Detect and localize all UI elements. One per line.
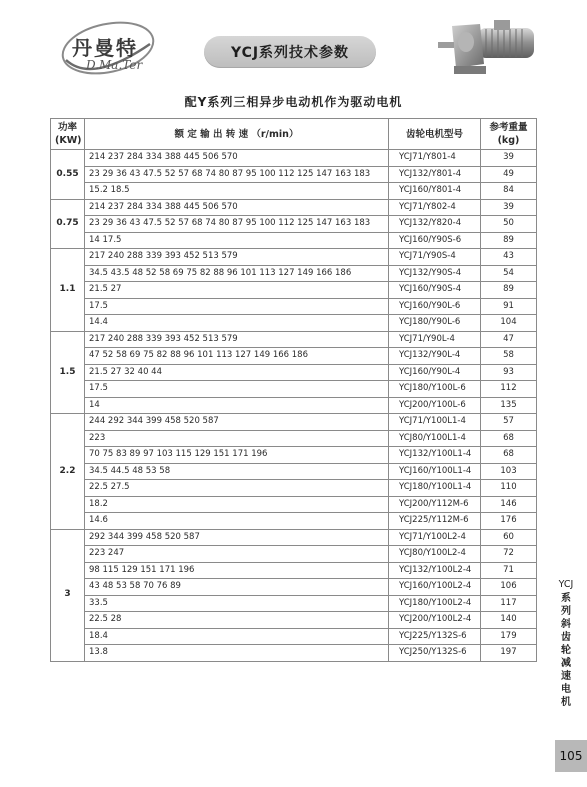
logo-chinese-text: 丹曼特 xyxy=(72,36,138,60)
speeds-cell: 23 29 36 43 47.5 52 57 68 74 80 87 95 100 112 125 147 163 183 xyxy=(85,216,389,233)
power-cell: 1.5 xyxy=(51,331,85,414)
weight-cell: 54 xyxy=(481,265,537,282)
speeds-cell: 23 29 36 43 47.5 52 57 68 74 80 87 95 100 112 125 147 163 183 xyxy=(85,166,389,183)
model-cell: YCJ71/Y90L-4 xyxy=(389,331,481,348)
speeds-cell: 17.5 xyxy=(85,381,389,398)
table-row xyxy=(51,595,537,612)
speeds-cell: 34.5 43.5 48 52 58 69 75 82 88 96 101 113 127 149 166 186 xyxy=(85,265,389,282)
col-header-weight xyxy=(481,119,537,150)
table-row xyxy=(51,381,537,398)
weight-cell: 39 xyxy=(481,199,537,216)
weight-cell: 93 xyxy=(481,364,537,381)
table-row xyxy=(51,183,537,200)
speeds-cell: 47 52 58 69 75 82 88 96 101 113 127 149 166 186 xyxy=(85,348,389,365)
weight-cell: 135 xyxy=(481,397,537,414)
speeds-cell: 217 240 288 339 393 452 513 579 xyxy=(85,249,389,266)
table-row xyxy=(51,199,537,216)
table-row xyxy=(51,364,537,381)
model-cell: YCJ132/Y100L2-4 xyxy=(389,562,481,579)
side-char: 速 xyxy=(561,671,571,682)
model-cell: YCJ160/Y90S-6 xyxy=(389,232,481,249)
table-header-row xyxy=(51,119,537,150)
weight-cell: 112 xyxy=(481,381,537,398)
model-cell: YCJ160/Y100L2-4 xyxy=(389,579,481,596)
speeds-cell: 70 75 83 89 97 103 115 129 151 171 196 xyxy=(85,447,389,464)
table-row xyxy=(51,579,537,596)
model-cell: YCJ80/Y100L2-4 xyxy=(389,546,481,563)
side-char: 系 xyxy=(561,593,571,604)
speeds-cell: 217 240 288 339 393 452 513 579 xyxy=(85,331,389,348)
table-row xyxy=(51,546,537,563)
col-header-power-label: 功率 (KW) xyxy=(55,122,82,146)
weight-cell: 104 xyxy=(481,315,537,332)
model-cell: YCJ132/Y90S-4 xyxy=(389,265,481,282)
speeds-cell: 223 xyxy=(85,430,389,447)
table-row xyxy=(51,232,537,249)
table-row xyxy=(51,315,537,332)
side-char: 电 xyxy=(561,684,571,695)
power-cell: 0.55 xyxy=(51,150,85,200)
table-row xyxy=(51,331,537,348)
weight-cell: 50 xyxy=(481,216,537,233)
table-row xyxy=(51,628,537,645)
weight-cell: 60 xyxy=(481,529,537,546)
weight-cell: 110 xyxy=(481,480,537,497)
table-row xyxy=(51,298,537,315)
speeds-cell: 21.5 27 32 40 44 xyxy=(85,364,389,381)
weight-cell: 68 xyxy=(481,447,537,464)
speeds-cell: 223 247 xyxy=(85,546,389,563)
power-cell: 2.2 xyxy=(51,414,85,530)
speeds-cell: 14 17.5 xyxy=(85,232,389,249)
speeds-cell: 21.5 27 xyxy=(85,282,389,299)
speeds-cell: 18.4 xyxy=(85,628,389,645)
weight-cell: 91 xyxy=(481,298,537,315)
model-cell: YCJ71/Y801-4 xyxy=(389,150,481,167)
table-row xyxy=(51,265,537,282)
side-series-label xyxy=(556,578,576,709)
table-row xyxy=(51,397,537,414)
model-cell: YCJ160/Y100L1-4 xyxy=(389,463,481,480)
table-row xyxy=(51,513,537,530)
weight-cell: 39 xyxy=(481,150,537,167)
table-row xyxy=(51,150,537,167)
model-cell: YCJ71/Y802-4 xyxy=(389,199,481,216)
speeds-cell: 18.2 xyxy=(85,496,389,513)
model-cell: YCJ132/Y90L-4 xyxy=(389,348,481,365)
col-header-model: 齿轮电机型号 xyxy=(389,119,481,150)
model-cell: YCJ160/Y90L-4 xyxy=(389,364,481,381)
col-header-power xyxy=(51,119,85,150)
weight-cell: 103 xyxy=(481,463,537,480)
weight-cell: 176 xyxy=(481,513,537,530)
model-cell: YCJ160/Y90S-4 xyxy=(389,282,481,299)
power-cell: 1.1 xyxy=(51,249,85,332)
side-char: 斜 xyxy=(561,619,571,630)
table-row xyxy=(51,447,537,464)
weight-cell: 89 xyxy=(481,282,537,299)
weight-cell: 140 xyxy=(481,612,537,629)
page-number: 105 xyxy=(555,740,587,772)
table-row xyxy=(51,529,537,546)
table-row xyxy=(51,480,537,497)
model-cell: YCJ71/Y90S-4 xyxy=(389,249,481,266)
table-row xyxy=(51,463,537,480)
model-cell: YCJ160/Y801-4 xyxy=(389,183,481,200)
col-header-speeds: 额 定 输 出 转 速 （r/min） xyxy=(85,119,389,150)
speeds-cell: 15.2 18.5 xyxy=(85,183,389,200)
weight-cell: 68 xyxy=(481,430,537,447)
speeds-cell: 214 237 284 334 388 445 506 570 xyxy=(85,150,389,167)
speeds-cell: 244 292 344 399 458 520 587 xyxy=(85,414,389,431)
model-cell: YCJ160/Y90L-6 xyxy=(389,298,481,315)
speeds-cell: 33.5 xyxy=(85,595,389,612)
side-char: 机 xyxy=(561,697,571,708)
side-char: 列 xyxy=(561,606,571,617)
model-cell: YCJ180/Y90L-6 xyxy=(389,315,481,332)
brand-logo xyxy=(52,14,172,82)
side-char: 减 xyxy=(561,658,571,669)
table-row xyxy=(51,249,537,266)
side-char: 轮 xyxy=(561,645,571,656)
table-row xyxy=(51,612,537,629)
model-cell: YCJ200/Y100L2-4 xyxy=(389,612,481,629)
weight-cell: 72 xyxy=(481,546,537,563)
speeds-cell: 13.8 xyxy=(85,645,389,662)
model-cell: YCJ180/Y100L1-4 xyxy=(389,480,481,497)
speeds-cell: 292 344 399 458 520 587 xyxy=(85,529,389,546)
model-cell: YCJ180/Y100L2-4 xyxy=(389,595,481,612)
model-cell: YCJ250/Y132S-6 xyxy=(389,645,481,662)
side-series-text xyxy=(556,592,576,709)
weight-cell: 43 xyxy=(481,249,537,266)
speeds-cell: 17.5 xyxy=(85,298,389,315)
table-row xyxy=(51,166,537,183)
model-cell: YCJ200/Y112M-6 xyxy=(389,496,481,513)
speeds-cell: 43 48 53 58 70 76 89 xyxy=(85,579,389,596)
model-cell: YCJ132/Y820-4 xyxy=(389,216,481,233)
weight-cell: 146 xyxy=(481,496,537,513)
table-row xyxy=(51,496,537,513)
model-cell: YCJ71/Y100L2-4 xyxy=(389,529,481,546)
speeds-cell: 14.6 xyxy=(85,513,389,530)
weight-cell: 89 xyxy=(481,232,537,249)
model-cell: YCJ71/Y100L1-4 xyxy=(389,414,481,431)
table-row xyxy=(51,645,537,662)
power-cell: 0.75 xyxy=(51,199,85,249)
speeds-cell: 98 115 129 151 171 196 xyxy=(85,562,389,579)
table-row xyxy=(51,430,537,447)
weight-cell: 47 xyxy=(481,331,537,348)
weight-cell: 179 xyxy=(481,628,537,645)
table-row xyxy=(51,348,537,365)
table-body xyxy=(51,150,537,662)
table-caption: 配Y系列三相异步电动机作为驱动电机 xyxy=(184,95,403,109)
weight-cell: 71 xyxy=(481,562,537,579)
power-cell: 3 xyxy=(51,529,85,661)
col-header-weight-label: 参考重量 (kg) xyxy=(489,122,528,146)
weight-cell: 57 xyxy=(481,414,537,431)
weight-cell: 49 xyxy=(481,166,537,183)
speeds-cell: 14 xyxy=(85,397,389,414)
page-title: YCJ系列技术参数 xyxy=(204,36,376,68)
table-row xyxy=(51,216,537,233)
model-cell: YCJ132/Y100L1-4 xyxy=(389,447,481,464)
speeds-cell: 22.5 27.5 xyxy=(85,480,389,497)
speeds-cell: 14.4 xyxy=(85,315,389,332)
model-cell: YCJ132/Y801-4 xyxy=(389,166,481,183)
speeds-cell: 22.5 28 xyxy=(85,612,389,629)
model-cell: YCJ180/Y100L-6 xyxy=(389,381,481,398)
weight-cell: 106 xyxy=(481,579,537,596)
table-row xyxy=(51,562,537,579)
weight-cell: 117 xyxy=(481,595,537,612)
spec-table xyxy=(50,118,537,662)
model-cell: YCJ80/Y100L1-4 xyxy=(389,430,481,447)
model-cell: YCJ225/Y132S-6 xyxy=(389,628,481,645)
weight-cell: 84 xyxy=(481,183,537,200)
weight-cell: 197 xyxy=(481,645,537,662)
side-char: 齿 xyxy=(561,632,571,643)
table-row xyxy=(51,282,537,299)
table-row xyxy=(51,414,537,431)
logo-latin-text: D.Ma.Ter xyxy=(86,58,143,72)
model-cell: YCJ225/Y112M-6 xyxy=(389,513,481,530)
speeds-cell: 34.5 44.5 48 53 58 xyxy=(85,463,389,480)
model-cell: YCJ200/Y100L-6 xyxy=(389,397,481,414)
speeds-cell: 214 237 284 334 388 445 506 570 xyxy=(85,199,389,216)
gear-motor-icon xyxy=(432,12,544,84)
weight-cell: 58 xyxy=(481,348,537,365)
side-series-code: YCJ xyxy=(558,579,574,590)
